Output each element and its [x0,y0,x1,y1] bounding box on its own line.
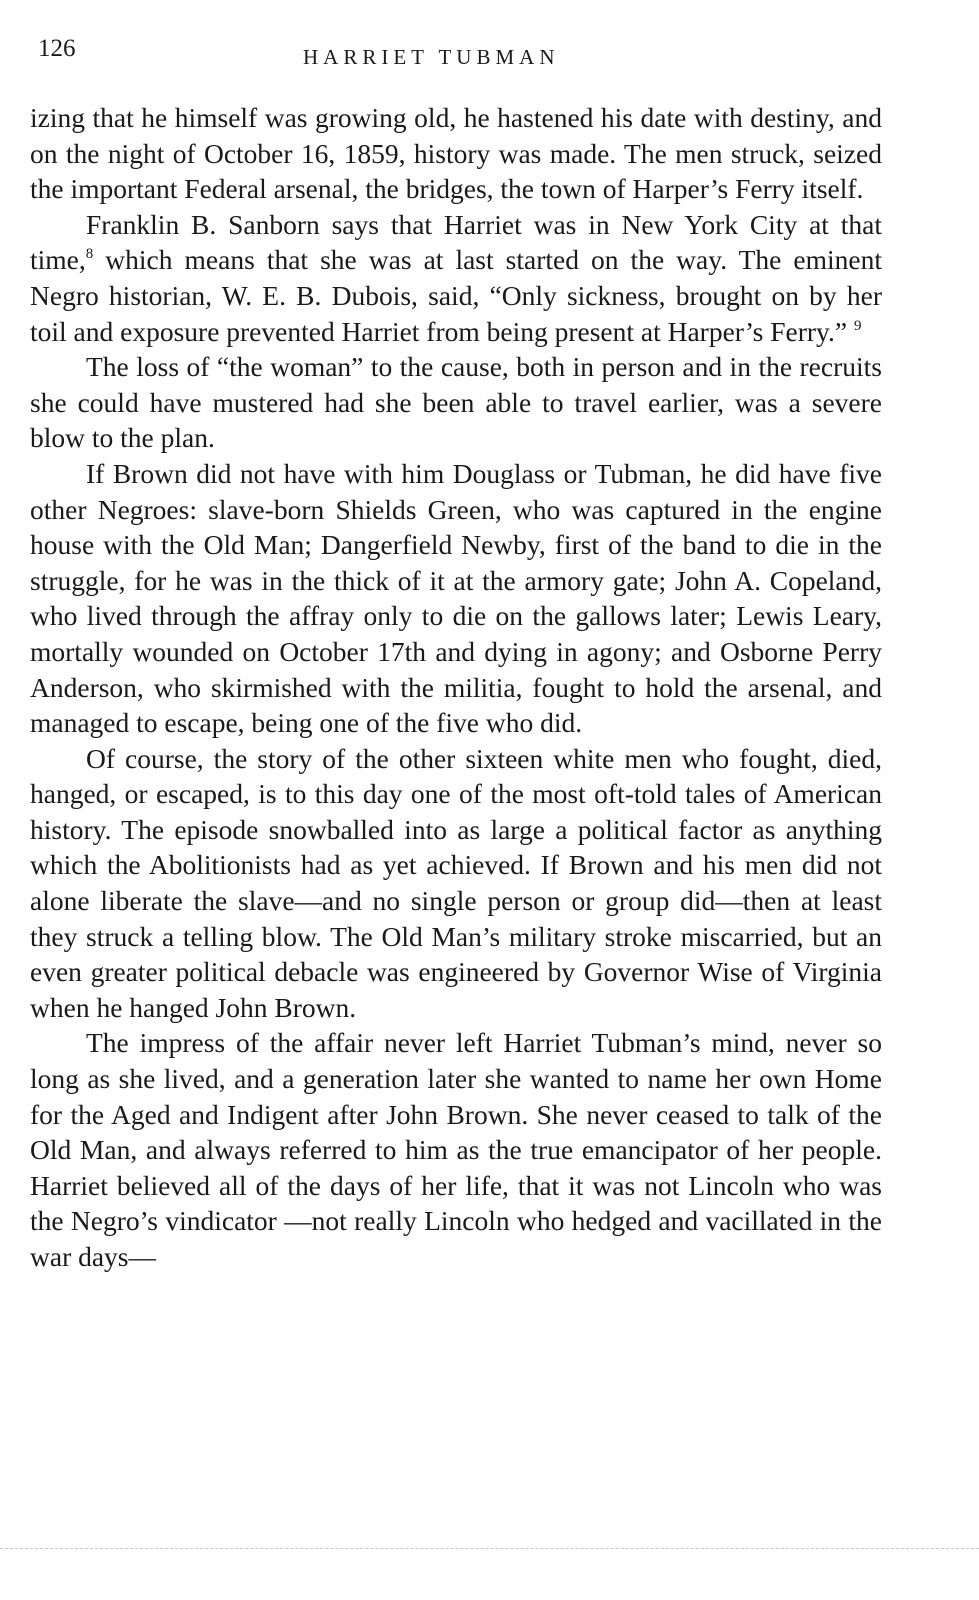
paragraph-5 [30,741,882,1026]
paragraph-text: The impress of the affair never left Harriet Tubman’s mind, never so long as she lived, and a generation later she wanted to name her own Home for the Aged and Indigent after John Brown. She never ceased to talk of the Old Man, and always referred to him as the true emancipator of her people. Harriet believed all of the days of her life, that it was not Lincoln who was the Negro’s vindicator —not really Lincoln who hedged and vacillated in the war days— [30,1027,882,1272]
running-title: HARRIET TUBMAN [303,45,560,69]
paragraph-3 [30,349,882,456]
scan-edge-line [0,1548,979,1549]
paragraph-text: izing that he himself was growing old, he hastened his date with destiny, and on the night of October 16, 1859, history was made. The men struck, seized the important Federal arsenal, the bridges, the town of Harper’s Ferry itself. [30,102,882,205]
footnote-ref: 8 [85,246,94,263]
body-text [30,100,882,1275]
paragraph-1 [30,100,882,207]
footnote-ref: 9 [853,317,862,334]
paragraph-text: which means that she was at last started on the way. The eminent Negro historian, W. E. B. Dubois, said, “Only sickness, brought on by her toil and exposure prevented Harriet from being present at Harper’s Ferry.” [30,244,882,347]
paragraph-6 [30,1025,882,1274]
paragraph-text: The loss of “the woman” to the cause, both in person and in the recruits she could have mustered had she been able to travel earlier, was a severe blow to the plan. [30,351,882,454]
paragraph-text: If Brown did not have with him Douglass or Tubman, he did have five other Negroes: slave-born Shields Green, who was captured in the engine house with the Old Man; Dangerfield Newby, first of the band to die in the struggle, for he was in the thick of it at the armory gate; John A. Copeland, who lived through the affray only to die on the gallows later; Lewis Leary, mortally wounded on October 17th and dying in agony; and Osborne Perry Anderson, who skirmished with the militia, fought to hold the arsenal, and managed to escape, being one of the five who did. [30,457,882,739]
paragraph-4 [30,456,882,741]
paragraph-text: Franklin B. Sanborn says that Harriet was in New York City at that time, [30,208,882,276]
paragraph-text: Of course, the story of the other sixteen white men who fought, died, hanged, or escaped, is to this day one of the most oft-told tales of American history. The episode snowballed into as large a political factor as anything which the Abolitionists had as yet achieved. If Brown and his men did not alone liberate the slave—and no single person or group did—then at least they struck a telling blow. The Old Man’s military stroke miscarried, but an even greater political debacle was engineered by Governor Wise of Virginia when he hanged John Brown. [30,742,882,1023]
page-number: 126 [38,35,76,62]
paragraph-2 [30,207,882,349]
running-head [38,34,883,74]
